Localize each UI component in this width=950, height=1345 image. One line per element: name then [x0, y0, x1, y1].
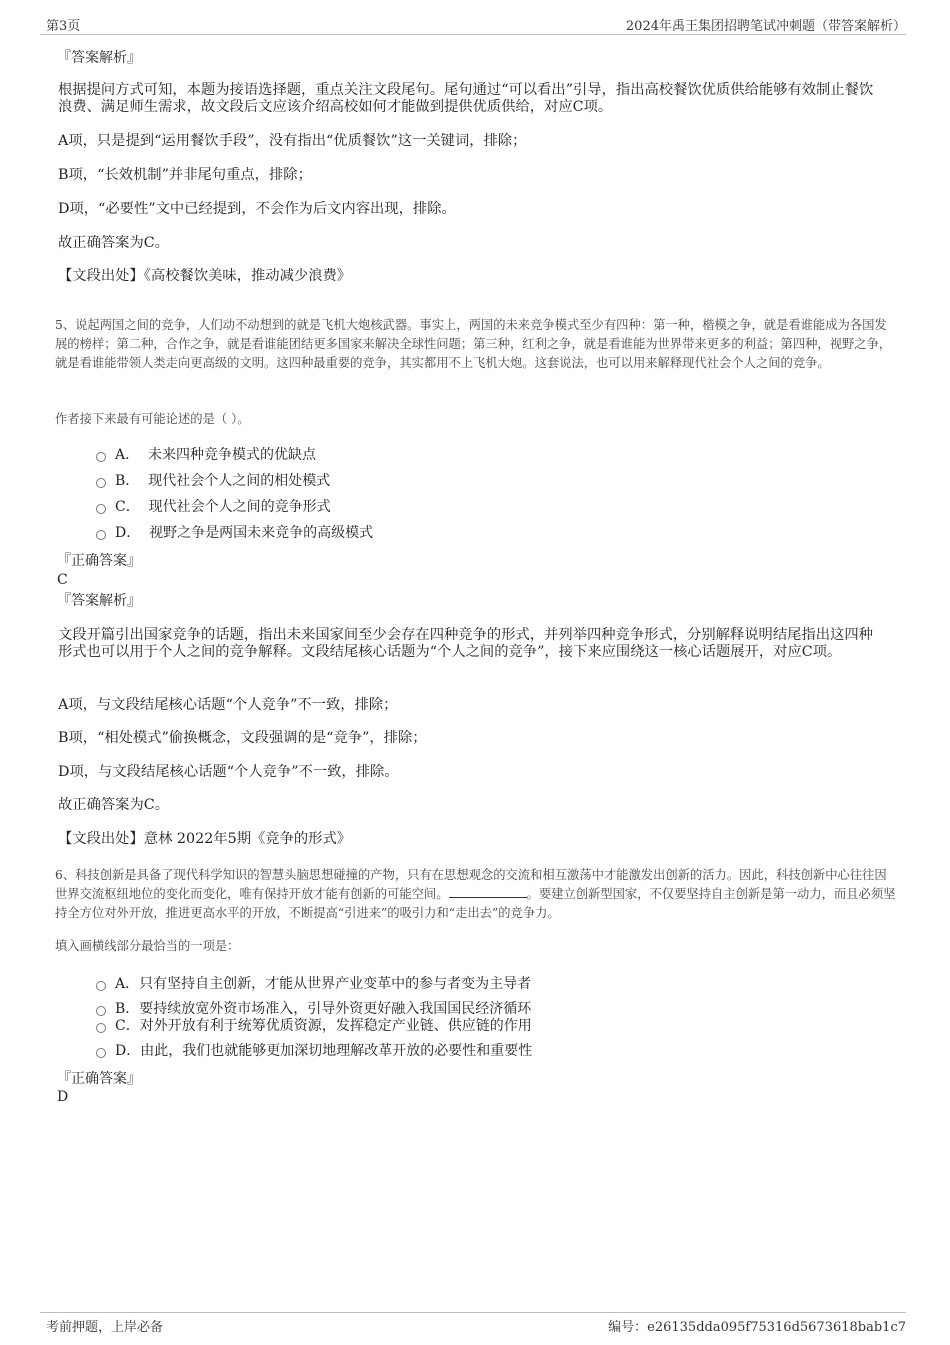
radio-button[interactable] [96, 478, 106, 488]
page-number: 第3页 [46, 19, 81, 34]
q5-question: 作者接下来最有可能论述的是（ ）。 [55, 412, 250, 426]
q6-answer: D [57, 1089, 69, 1105]
q5-option-d[interactable]: D． 视野之争是两国未来竞争的高级模式 [96, 524, 373, 542]
q5-option-a[interactable]: A． 未来四种竞争模式的优缺点 [96, 446, 316, 464]
q4-conclusion: 故正确答案为C。 [58, 235, 170, 251]
q6-question: 填入画横线部分最恰当的一项是： [55, 939, 240, 953]
radio-button[interactable] [96, 1023, 106, 1033]
q5-option-c[interactable]: C． 现代社会个人之间的竞争形式 [96, 498, 331, 516]
q5-answer: C [57, 572, 68, 588]
document-code: 编号：e26135dda095f75316d5673618bab1c7 [608, 1320, 906, 1335]
radio-button[interactable] [96, 530, 106, 540]
radio-button[interactable] [96, 981, 106, 991]
q6-option-d[interactable]: D．由此，我们也就能够更加深切地理解改革开放的必要性和重要性 [96, 1042, 532, 1060]
q5-conclusion: 故正确答案为C。 [58, 797, 170, 813]
fill-in-blank [449, 885, 527, 898]
q4-a-note: A项，只是提到“运用餐饮手段”，没有指出“优质餐饮”这一关键词，排除； [58, 133, 527, 149]
q5-option-b[interactable]: B． 现代社会个人之间的相处模式 [96, 472, 330, 490]
q6-stem: 6、科技创新是具备了现代科学知识的智慧头脑思想碰撞的产物，只有在思想观念的交流和相互激荡中才能激发出创新的活力。因此，科技创新中心往往因世界交流枢纽地位的变化而变化，唯有保持开放才能有创新的可能空间。 。要建立创新型国家，不仅要坚持自主创新是第一动力，而且必须坚持全方位对外开放，推进更高水平的开放，不断提高“引进来”的吸引力和“走出去”的竞争力。 [55, 868, 896, 920]
q5-a-note: A项，与文段结尾核心话题“个人竞争”不一致，排除； [58, 697, 398, 713]
q6-option-b[interactable]: B．要持续放宽外资市场准入，引导外资更好融入我国国民经济循环 [96, 1000, 531, 1018]
q4-b-note: B项，“长效机制”并非尾句重点，排除； [58, 167, 312, 183]
radio-button[interactable] [96, 1048, 106, 1058]
q4-analysis: 根据提问方式可知，本题为接语选择题，重点关注文段尾句。尾句通过“可以看出”引导，指出高校餐饮优质供给能够有效制止餐饮浪费、满足师生需求，故文段后文应该介绍高校如何才能做到提供优质供给，对应C项。 [58, 82, 874, 115]
page-footer [40, 1312, 906, 1337]
q5-analysis: 文段开篇引出国家竞争的话题，指出未来国家间至少会存在四种竞争的形式，并列举四种竞争形式，分别解释说明结尾指出这四种形式也可以用于个人之间的竞争解释。文段结尾核心话题为“个人之间的竞争”，接下来应围绕这一核心话题展开，对应C项。 [58, 627, 873, 660]
q5-answer-label: 『正确答案』 [57, 553, 141, 569]
q4-d-note: D项，“必要性”文中已经提到，不会作为后文内容出现，排除。 [58, 201, 456, 217]
q5-d-note: D项，与文段结尾核心话题“个人竞争”不一致，排除。 [58, 764, 399, 780]
q6-option-a[interactable]: A．只有坚持自主创新，才能从世界产业变革中的参与者变为主导者 [96, 975, 531, 993]
radio-button[interactable] [96, 452, 106, 462]
page-header [40, 12, 906, 35]
q4-source: 【文段出处】《高校餐饮美味，推动减少浪费》 [58, 268, 352, 284]
document-title: 2024年禹王集团招聘笔试冲刺题（带答案解析） [625, 19, 906, 34]
radio-button[interactable] [96, 504, 106, 514]
q6-option-c[interactable]: C．对外开放有利于统筹优质资源，发挥稳定产业链、供应链的作用 [96, 1017, 532, 1035]
q4-analysis-label: 『答案解析』 [57, 50, 141, 66]
q5-stem: 5、说起两国之间的竞争，人们动不动想到的就是飞机大炮核武器。事实上，两国的未来竞争模式至少有四种：第一种，楷模之争，就是看谁能成为各国发展的榜样；第二种，合作之争，就是看谁能团结更多国家来解决全球性问题；第三种，红利之争，就是看谁能为世界带来更多的利益；第四种，视野之争，就是看谁能带领人类走向更高级的文明。这四种最重要的竞争，其实都用不上飞机大炮。这套说法，也可以用来解释现代社会个人之间的竞争。 [55, 318, 892, 370]
footer-slogan: 考前押题，上岸必备 [46, 1320, 164, 1335]
q6-answer-label: 『正确答案』 [57, 1071, 141, 1087]
q5-b-note: B项，“相处模式”偷换概念，文段强调的是“竞争”，排除； [58, 730, 427, 746]
q5-source: 【文段出处】意林 2022年5期《竞争的形式》 [58, 831, 352, 847]
q5-analysis-label: 『答案解析』 [57, 593, 141, 609]
radio-button[interactable] [96, 1006, 106, 1016]
